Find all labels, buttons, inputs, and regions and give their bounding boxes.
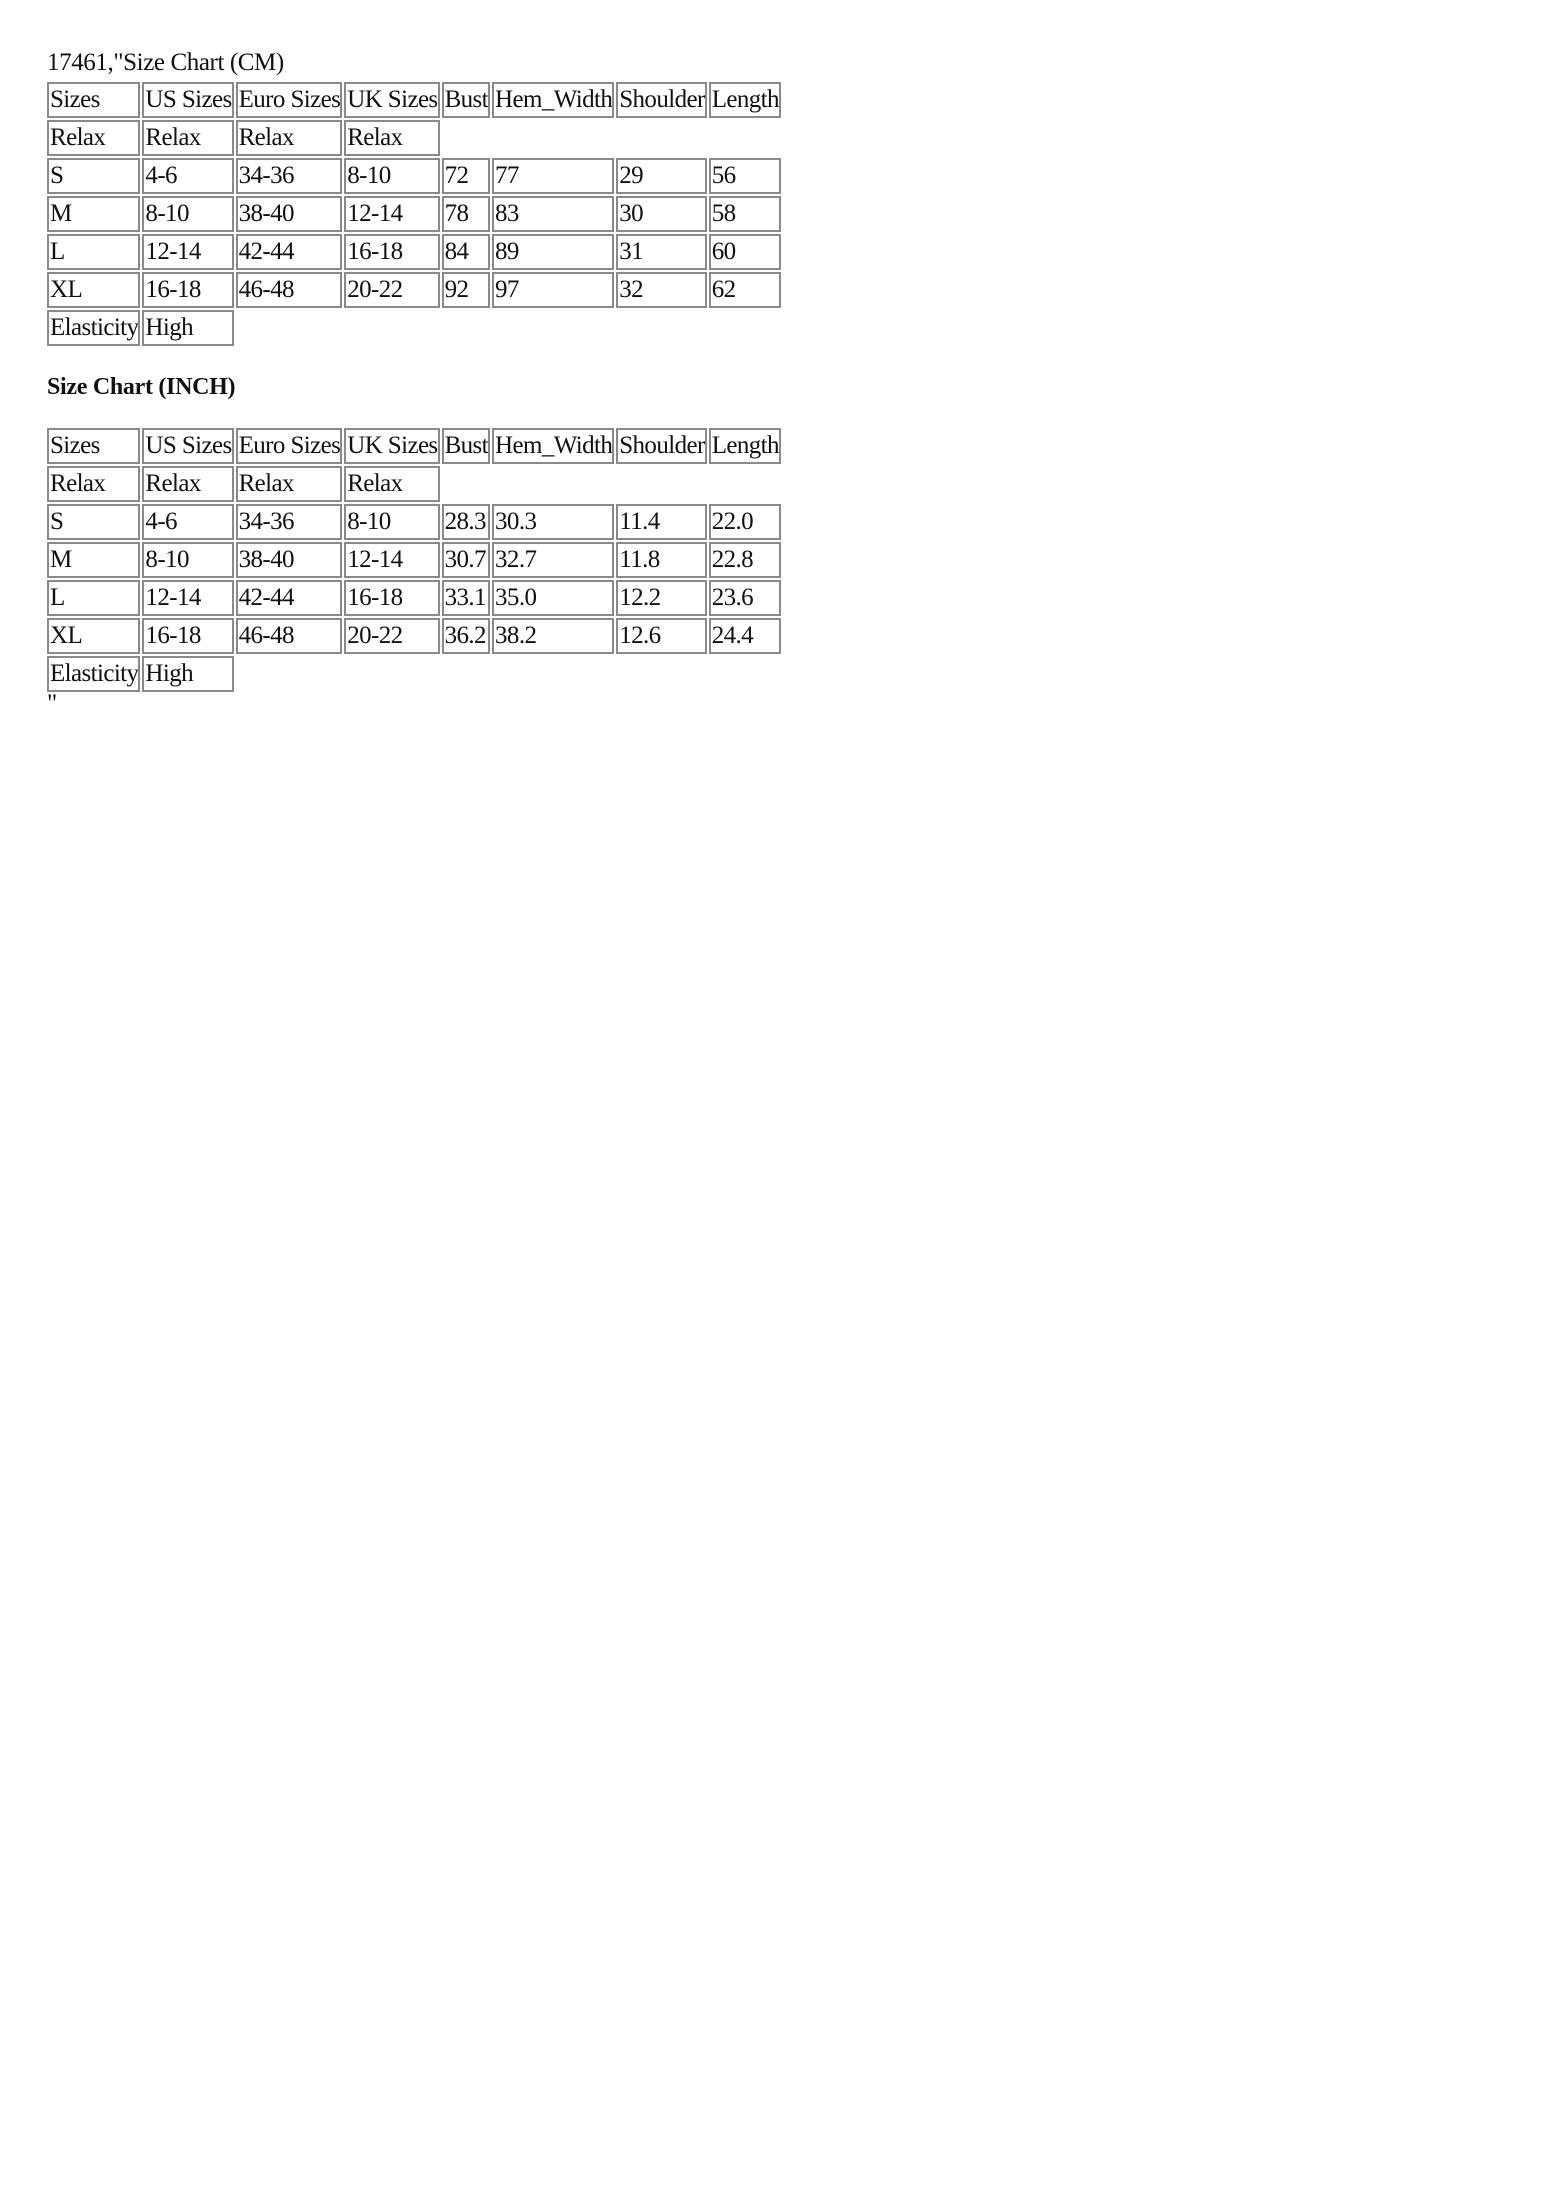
table-header-row [47,82,781,118]
table-cell: Relax [142,120,233,156]
table-cell: L [47,580,140,616]
empty-cell [236,310,781,346]
table-cell: 31 [616,234,706,270]
table-row [47,542,781,578]
header-cell: Euro Sizes [236,428,343,464]
table-cell: 78 [442,196,490,232]
header-cell: Bust [442,428,490,464]
table-cell: 33.1 [442,580,490,616]
table-cell: 35.0 [492,580,614,616]
table-cell: 4-6 [142,158,233,194]
header-cell: Sizes [47,428,140,464]
header-cell: US Sizes [142,428,233,464]
table-cell: 62 [709,272,781,308]
elasticity-row [47,656,781,692]
table-cell: 16-18 [344,580,439,616]
table-cell: 60 [709,234,781,270]
table-cell: 30.3 [492,504,614,540]
table-cell: 8-10 [344,158,439,194]
table-header-row [47,428,781,464]
table-cell: 12-14 [142,234,233,270]
table-cell: 11.4 [616,504,706,540]
table-cell: Relax [344,120,439,156]
relax-row [47,466,781,502]
header-cell: UK Sizes [344,82,439,118]
header-cell: UK Sizes [344,428,439,464]
table-cell: 38-40 [236,196,343,232]
document-page [47,46,1047,717]
table-row [47,272,781,308]
table-cell: 36.2 [442,618,490,654]
header-cell: Hem_Width [492,82,614,118]
table-row [47,618,781,654]
header-cell: Hem_Width [492,428,614,464]
table-cell: XL [47,618,140,654]
table-cell: High [142,310,233,346]
table-cell: 42-44 [236,234,343,270]
table-cell: 38.2 [492,618,614,654]
table-cell: XL [47,272,140,308]
table-cell: 56 [709,158,781,194]
table-cell: Relax [142,466,233,502]
table-cell: M [47,542,140,578]
table-cell: S [47,504,140,540]
table-row [47,504,781,540]
inch-chart-heading: Size Chart (INCH) [47,374,236,400]
header-cell: Shoulder [616,82,706,118]
table-cell: 89 [492,234,614,270]
table-cell: 58 [709,196,781,232]
table-cell: 12-14 [344,196,439,232]
table-cell: 16-18 [142,618,233,654]
intro-line: 17461,"Size Chart (CM) [47,49,284,76]
table-cell: 38-40 [236,542,343,578]
table-cell: M [47,196,140,232]
table-cell: 24.4 [709,618,781,654]
table-cell: 32.7 [492,542,614,578]
table-cell: 12-14 [344,542,439,578]
table-cell: 8-10 [142,196,233,232]
table-cell: Elasticity [47,310,140,346]
table-cell: 4-6 [142,504,233,540]
table-cell: 12-14 [142,580,233,616]
table-row [47,158,781,194]
header-cell: US Sizes [142,82,233,118]
table-cell: 16-18 [344,234,439,270]
table-cell: 72 [442,158,490,194]
table-cell: 20-22 [344,618,439,654]
table-cell: 34-36 [236,504,343,540]
table-cell: 97 [492,272,614,308]
table-cell: Relax [47,466,140,502]
table-cell: 8-10 [344,504,439,540]
table-cell: 16-18 [142,272,233,308]
table-cell: 11.8 [616,542,706,578]
size-chart-cm-table [45,80,783,348]
table-cell: 34-36 [236,158,343,194]
table-cell: 8-10 [142,542,233,578]
header-cell: Sizes [47,82,140,118]
table-cell: High [142,656,233,692]
table-cell: 32 [616,272,706,308]
table-cell: 46-48 [236,618,343,654]
empty-cell [236,656,781,692]
empty-cell [442,120,781,156]
table-cell: 28.3 [442,504,490,540]
table-cell: Relax [344,466,439,502]
table-cell: L [47,234,140,270]
table-cell: 30 [616,196,706,232]
table-cell: 12.6 [616,618,706,654]
table-cell: 30.7 [442,542,490,578]
table-cell: Relax [47,120,140,156]
table-cell: Relax [236,120,343,156]
table-row [47,234,781,270]
header-cell: Length [709,428,781,464]
table-cell: 84 [442,234,490,270]
table-cell: Relax [236,466,343,502]
table-cell: 77 [492,158,614,194]
table-cell: S [47,158,140,194]
header-cell: Length [709,82,781,118]
table-cell: 20-22 [344,272,439,308]
table-cell: 46-48 [236,272,343,308]
header-cell: Bust [442,82,490,118]
table-cell: 12.2 [616,580,706,616]
size-chart-inch-table [45,426,783,694]
elasticity-row [47,310,781,346]
header-cell: Shoulder [616,428,706,464]
table-cell: 83 [492,196,614,232]
table-cell: 92 [442,272,490,308]
relax-row [47,120,781,156]
empty-cell [442,466,781,502]
table-cell: Elasticity [47,656,140,692]
table-cell: 22.8 [709,542,781,578]
table-row [47,196,781,232]
header-cell: Euro Sizes [236,82,343,118]
closing-quote: " [47,690,58,717]
table-row [47,580,781,616]
table-cell: 42-44 [236,580,343,616]
table-cell: 22.0 [709,504,781,540]
table-cell: 23.6 [709,580,781,616]
table-cell: 29 [616,158,706,194]
